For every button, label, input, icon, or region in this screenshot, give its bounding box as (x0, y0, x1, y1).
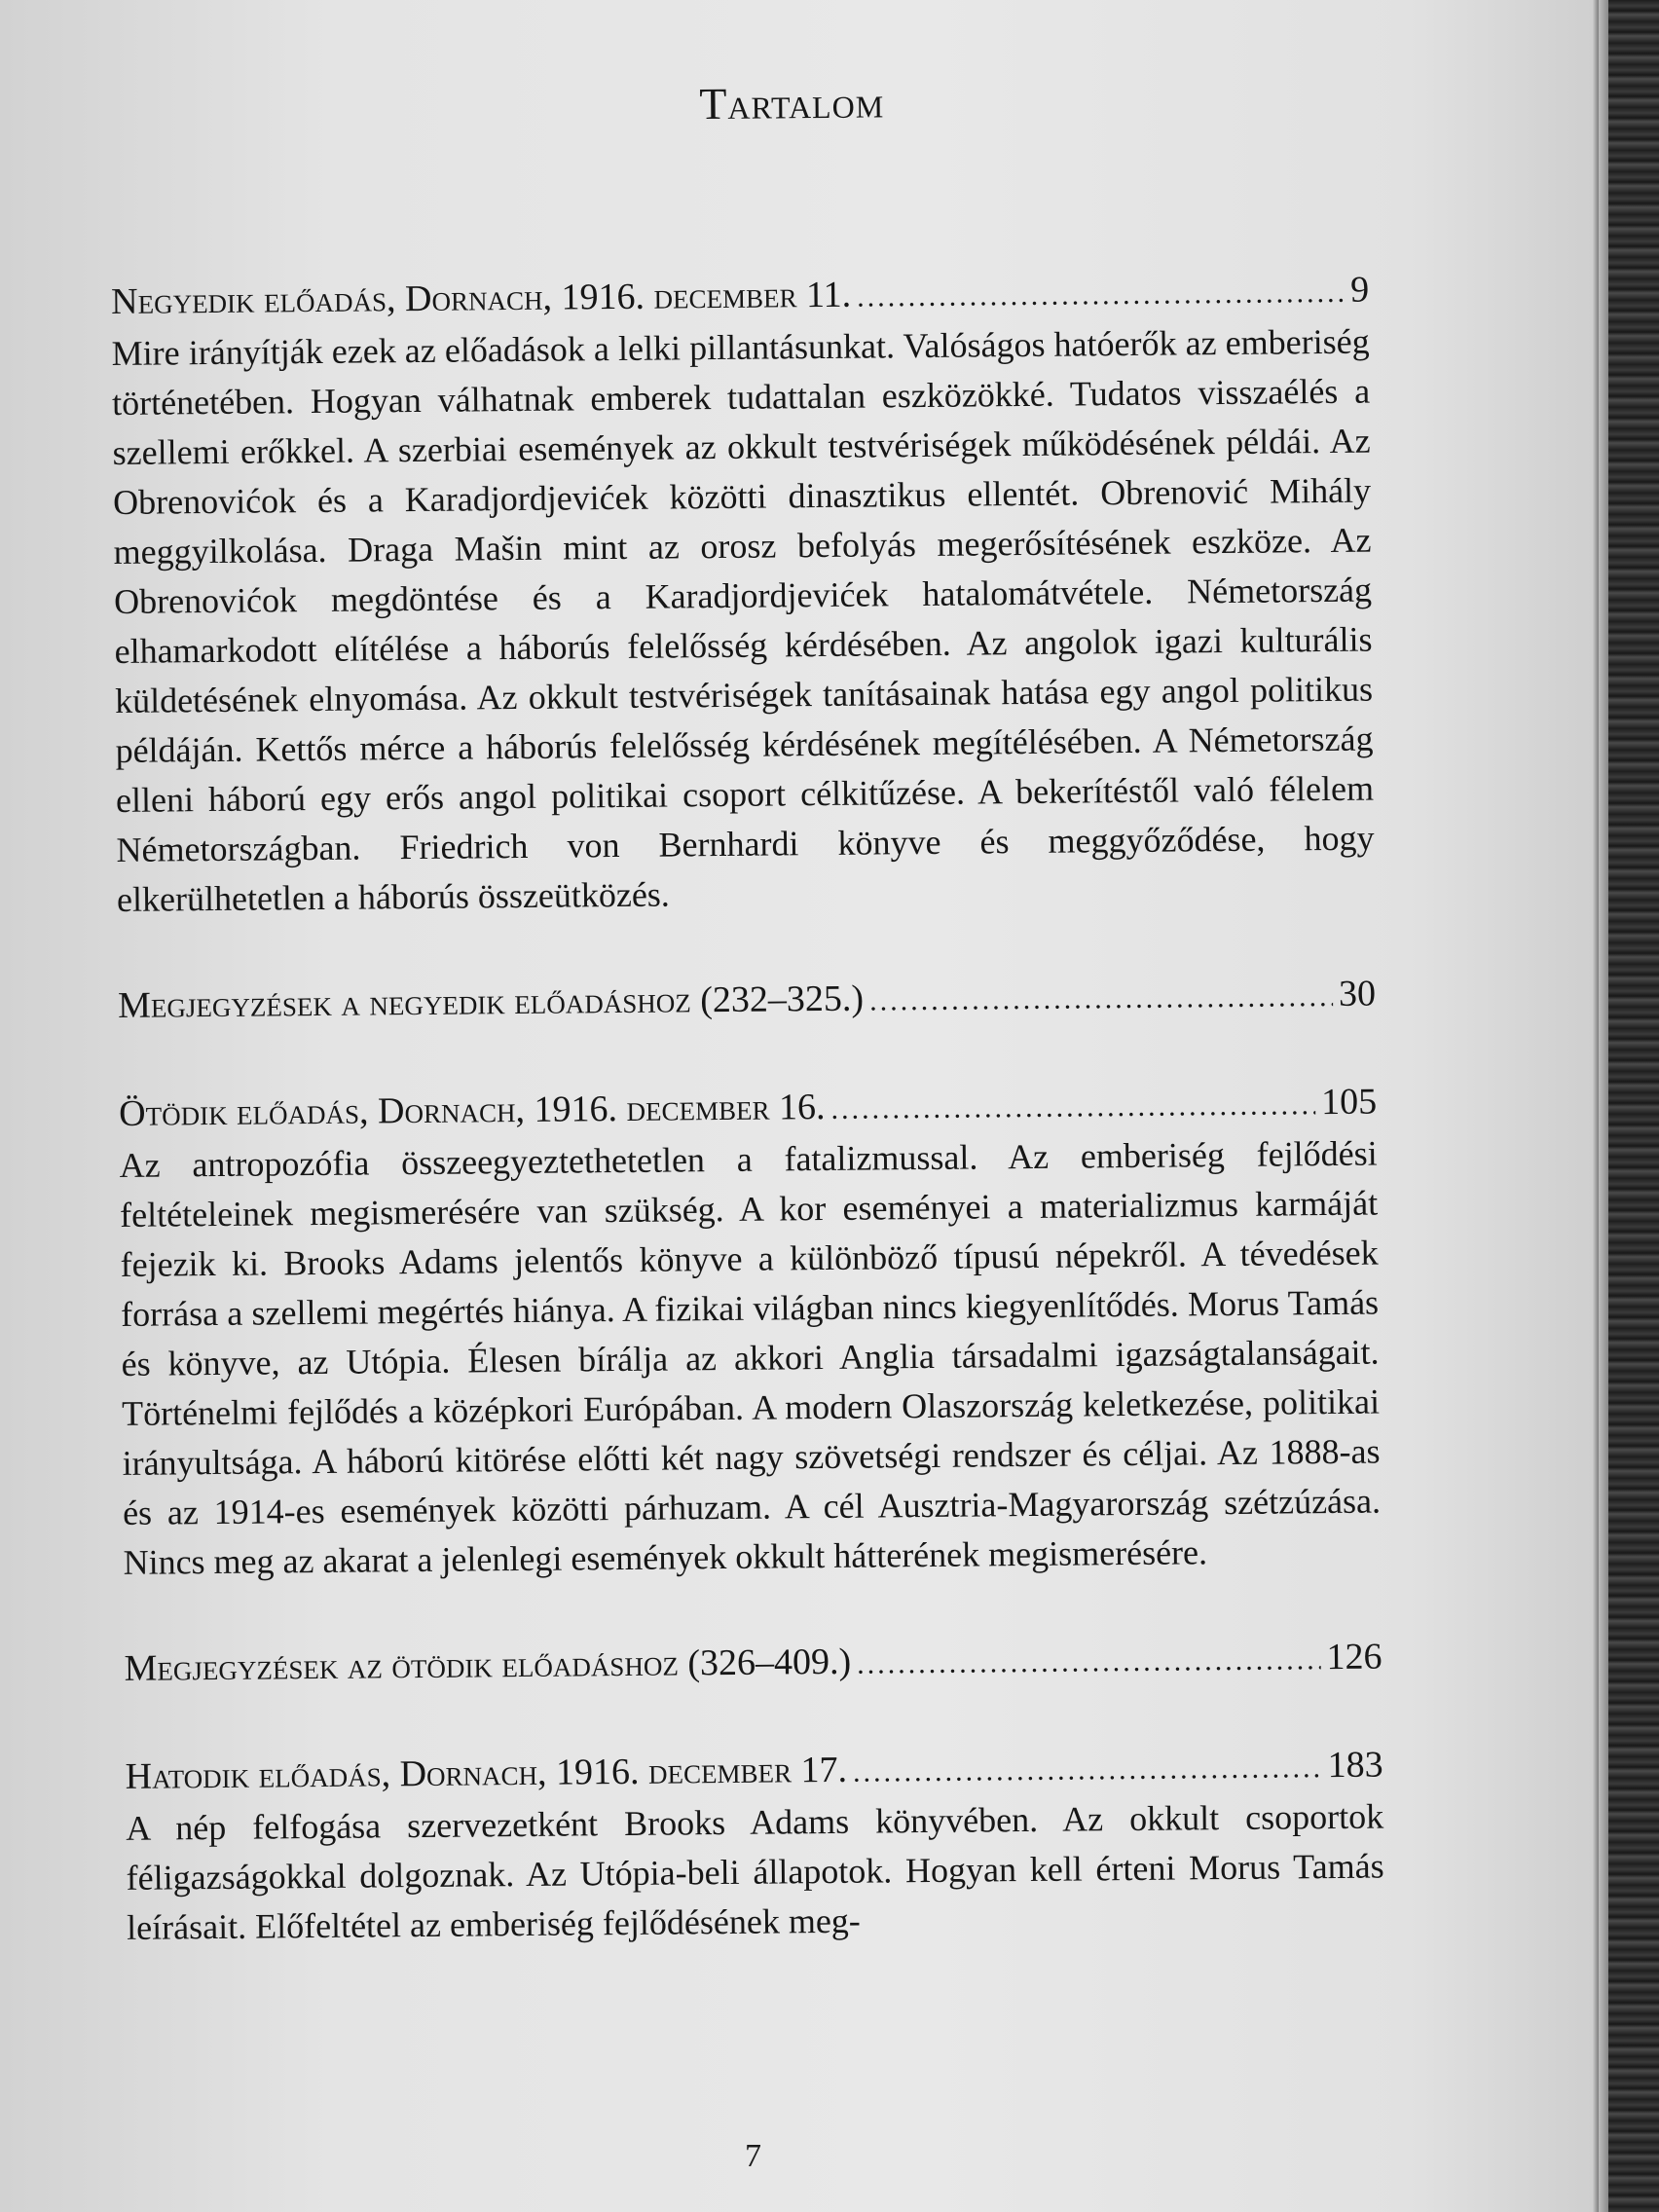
book-gutter-shadow (1599, 0, 1608, 2212)
contents-page (109, 72, 1385, 2009)
toc-notes-heading: Megjegyzések az ötödik előadáshoz (326–409.) (124, 1641, 852, 1689)
toc-summary: Mire irányítják ezek az előadások a lelki pillantásunkat. Valóságos hatóerők az emberiség történetében. Hogyan válhatnak emberek tudattalan eszközökké. Tudatos visszaélés a szellemi erőkkel. A szerbiai események az okkult testvériségek működésének példái. Az Obrenovićok és a Karadjordjevićek közötti dinasztikus ellentét. Obrenović Mihály meggyilkolása. Draga Mašin mint az orosz befolyás megerősítésének eszköze. Az Obrenovićok megdöntése és a Karadjordjevićek hatalomátvétele. Németország elhamarkodott elítélése a háborús felelősség kérdésében. Az angolok igazi kulturális küldetésének elnyomása. Az okkult testvériségek tanításainak hatása egy angol politikus példáján. Kettős mérce a háborús felelősség kérdésének megítélésében. A Németország elleni háború egy erős angol politikai csoport célkitűzése. A bekerítéstől való félelem Németországban. Friedrich von Bernhardi könyve és meggyőződése, hogy elkerülhetetlen a háborús összeütközés. (111, 321, 1375, 919)
leader-dots (857, 269, 1345, 322)
toc-heading: Negyedik előadás, Dornach, 1916. december 11. (110, 274, 852, 322)
toc-page-number: 9 (1349, 269, 1370, 311)
toc-notes-lecture-5 (124, 1633, 1382, 1696)
toc-heading: Hatodik előadás, Dornach, 1916. december 17. (125, 1749, 848, 1797)
leader-dots (853, 1744, 1322, 1797)
toc-entry-lecture-5 (119, 1078, 1382, 1588)
page-folio-number: 7 (745, 2138, 761, 2174)
toc-notes-heading: Megjegyzések a negyedik előadáshoz (232–325.) (117, 977, 865, 1026)
toc-entry-lecture-4 (111, 266, 1375, 925)
toc-summary: A nép felfogása szervezetként Brooks Adams könyvében. Az okkult csoportok féligazságokkal dolgoznak. Az Utópia-beli állapotok. Hogyan kell érteni Morus Tamás leírásait. Előfeltétel az emberiség fejlődésének meg- (126, 1796, 1384, 1947)
leader-dots (857, 1636, 1321, 1689)
leader-dots (869, 973, 1333, 1026)
toc-page-number: 105 (1320, 1081, 1378, 1124)
toc-summary: Az antropozófia összeegyeztethetetlen a fatalizmussal. Az emberiség fejlődési feltételeinek megismerésére van szükség. A kor eseményei a materializmus karmáját fejezik ki. Brooks Adams jelentős könyve a különböző típusú népekről. A tévedések forrása a szellemi megértés hiánya. A fizikai világban nincs kiegyenlítődés. Morus Tamás és könyve, az Utópia. Élesen bírálja az akkori Anglia társadalmi igazságtalanságait. Történelmi fejlődés a középkori Európában. A modern Olaszország keletkezése, politikai irányultsága. A háború kitörése előtti két nagy szövetségi rendszer és céljai. Az 1888-as és az 1914-es események közötti párhuzam. A cél Ausztria-Magyarország szétzúzása. Nincs meg az akarat a jelenlegi események okkult hátterének megismerésére. (119, 1133, 1382, 1582)
toc-entry-lecture-6 (125, 1741, 1384, 1953)
book-page-edges (1608, 0, 1659, 2212)
toc-page-number: 183 (1327, 1744, 1383, 1787)
page-title: Tartalom (699, 77, 885, 129)
leader-dots (830, 1081, 1315, 1134)
toc-page-number: 126 (1326, 1636, 1382, 1678)
toc-notes-lecture-4 (118, 970, 1376, 1033)
toc-page-number: 30 (1338, 973, 1377, 1014)
toc-heading: Ötödik előadás, Dornach, 1916. december 16. (118, 1086, 826, 1134)
